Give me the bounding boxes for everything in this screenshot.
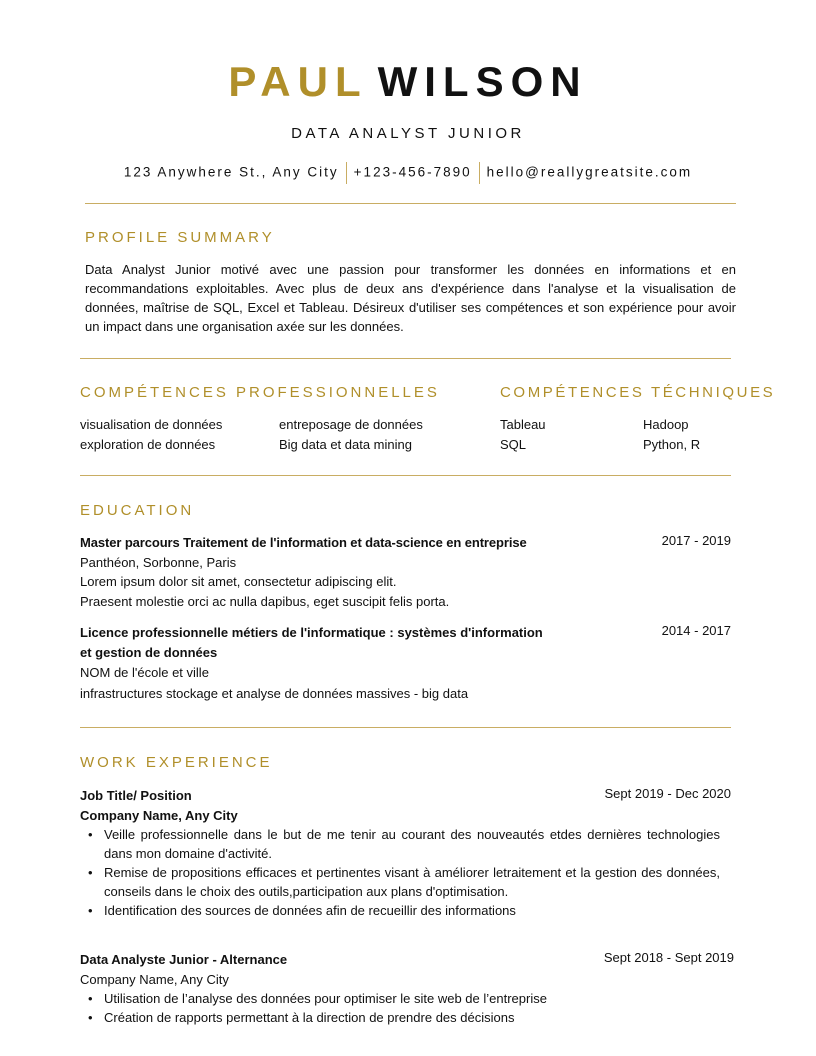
responsibilities-list — [80, 989, 730, 1027]
education-heading: EDUCATION — [80, 502, 195, 519]
responsibilities-list — [80, 825, 720, 920]
education-description: Praesent molestie orci ac nulla dapibus, eget suscipit felis porta. — [80, 593, 450, 609]
company-name: Company Name, Any City — [80, 971, 229, 987]
contact-divider — [479, 162, 480, 184]
list-item: • Création de rapports permettant à la direction de prendre des décisions — [80, 1008, 730, 1027]
job-title: DATA ANALYST JUNIOR — [291, 125, 525, 142]
divider — [80, 358, 731, 359]
pro-skills-heading: COMPÉTENCES PROFESSIONNELLES — [80, 384, 440, 401]
profile-text: Data Analyst Junior motivé avec une passion pour transformer les données en informations et en recommandations exploitables. Avec plus de deux ans d'expérience dans l'analyse et la visualisation de données, maîtrise de SQL, Excel et Tableau. Désireux d'utiliser ses compétences et son expérience pour avoir un impact dans une organisation axée sur les données. — [85, 262, 736, 334]
degree-title-cont: et gestion de données — [80, 644, 218, 660]
skill-item: exploration de données — [80, 437, 216, 452]
first-name: PAUL — [228, 58, 368, 105]
skill-item: Tableau — [500, 417, 546, 432]
list-item: • Veille professionnelle dans le but de me tenir au courant des nouveautés etdes dernières technologies dans mon domaine d'activité. — [80, 825, 720, 863]
email: hello@reallygreatsite.com — [486, 164, 693, 180]
education-description: infrastructures stockage et analyse de données massives - big data — [80, 685, 469, 701]
contact-line — [0, 162, 816, 184]
pro-skills-col2 — [279, 415, 423, 455]
list-item: • Remise de propositions efficaces et pertinentes visant à améliorer letraitement et la gestion des données, conseils dans le choix des outils,participation aux plans d'optimisation. — [80, 863, 720, 901]
school-name: Panthéon, Sorbonne, Paris — [80, 554, 237, 570]
tech-skills-col1 — [500, 415, 546, 455]
education-dates: 2017 - 2019 — [661, 533, 731, 548]
education-description: Lorem ipsum dolor sit amet, consectetur adipiscing elit. — [80, 574, 397, 589]
profile-heading: PROFILE SUMMARY — [85, 229, 275, 246]
address: 123 Anywhere St., Any City — [123, 164, 339, 180]
skill-item: Big data et data mining — [279, 437, 412, 452]
skill-item: Hadoop — [643, 417, 689, 432]
pro-skills-col1 — [80, 415, 222, 455]
job-position: Data Analyste Junior - Alternance — [80, 952, 288, 967]
list-item: • Utilisation de l’analyse des données pour optimiser le site web de l’entreprise — [80, 989, 730, 1008]
education-entry — [80, 533, 731, 611]
contact-divider — [346, 162, 347, 184]
list-item: • Identification des sources de données afin de recueillir des informations — [80, 901, 720, 920]
skill-item: Python, R — [643, 437, 701, 452]
skill-item: entreposage de données — [279, 417, 423, 432]
company-name: Company Name, Any City — [80, 807, 238, 823]
degree-title: Licence professionnelle métiers de l'informatique : systèmes d'information — [80, 625, 543, 640]
work-heading: WORK EXPERIENCE — [80, 754, 273, 771]
divider — [80, 727, 731, 728]
candidate-name — [0, 58, 816, 106]
last-name: WILSON — [377, 58, 588, 105]
work-entry — [80, 786, 720, 920]
tech-skills-col2 — [643, 415, 700, 455]
skill-item: SQL — [500, 437, 527, 452]
education-dates: 2014 - 2017 — [661, 623, 731, 638]
work-dates: Sept 2018 - Sept 2019 — [603, 950, 734, 965]
skill-item: visualisation de données — [80, 417, 223, 432]
divider — [85, 203, 736, 204]
job-position: Job Title/ Position — [80, 788, 192, 803]
divider — [80, 475, 731, 476]
phone: +123-456-7890 — [353, 164, 472, 180]
education-entry — [80, 623, 731, 703]
tech-skills-heading: COMPÉTENCES TÉCHNIQUES — [500, 384, 776, 401]
work-dates: Sept 2019 - Dec 2020 — [604, 786, 731, 801]
school-name: NOM de l'école et ville — [80, 665, 209, 680]
degree-title: Master parcours Traitement de l'information et data-science en entreprise — [80, 535, 527, 550]
